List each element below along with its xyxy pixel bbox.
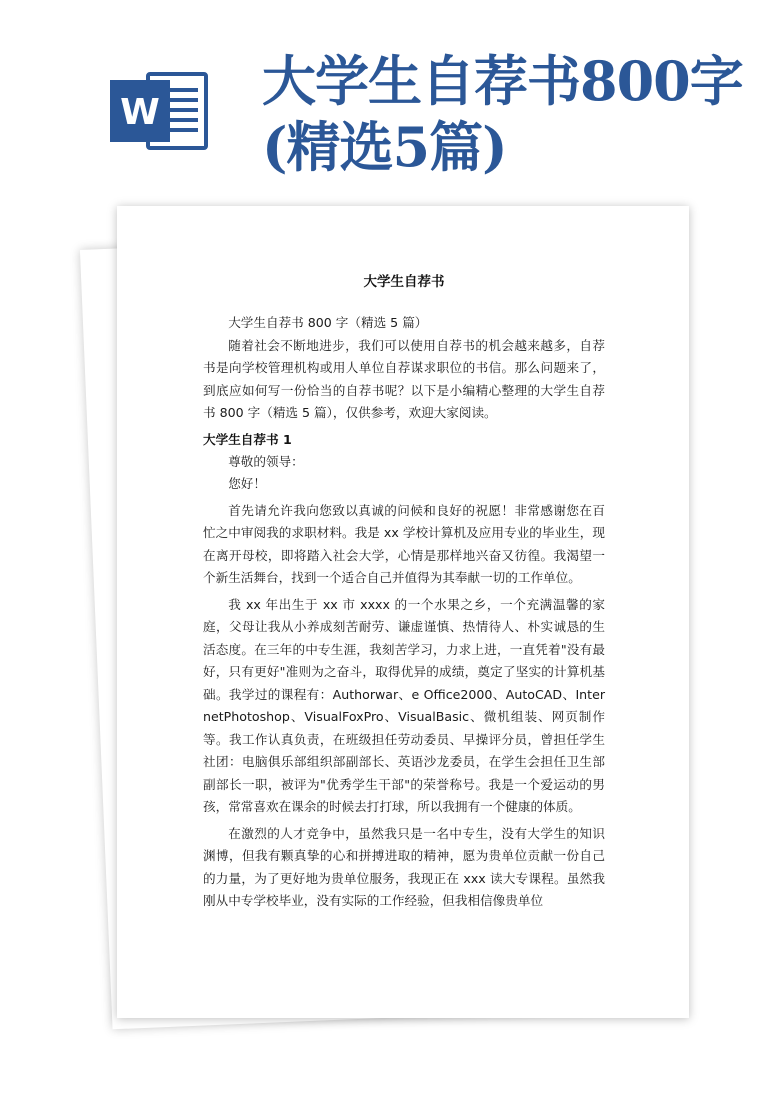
greeting: 您好！ — [228, 476, 266, 491]
word-document-icon — [110, 68, 210, 154]
document-subtitle: 大学生自荐书 800 字（精选 5 篇） — [228, 315, 428, 330]
body-paragraph-2: 我 xx 年出生于 xx 市 xxxx 的一个水果之乡，一个充满温馨的家庭，父母让我从小养成刻苦耐劳、谦虚谨慎、热情待人、朴实诚恳的生活态度。在三年的中专生涯，我刻苦学习，力求上进，一直凭着"没有最好，只有更好"准则为之奋斗，取得优异的成绩，奠定了坚实的计算机基础。我学过的课程有：Authorwar、e Office2000、AutoCAD、InternetPhotoshop、VisualFoxPro、VisualBasic、微机组装、网页制作等。我工作认真负责，在班级担任劳动委员、早操评分员，曾担任学生社团：电脑俱乐部组织部副部长、英语沙龙委员，在学生会担任卫生部副部长一职，被评为"优秀学生干部"的荣誉称号。我是一个爱运动的男孩，常常喜欢在课余的时候去打打球，所以我拥有一个健康的体质。 — [203, 596, 605, 814]
body-paragraph-3: 在激烈的人才竞争中，虽然我只是一名中专生，没有大学生的知识渊博，但我有颗真挚的心和拼搏进取的精神，愿为贵单位贡献一份自己的力量，为了更好地为贵单位服务，我现正在 xxx 读大专课程。虽然我刚从中专学校毕业，没有实际的工作经验，但我相信像贵单位 — [203, 825, 605, 908]
document-page — [117, 206, 689, 1018]
salutation: 尊敬的领导： — [228, 453, 304, 469]
body-paragraph-1: 首先请允许我向您致以真诚的问候和良好的祝愿！非常感谢您在百忙之中审阅我的求职材料。我是 xx 学校计算机及应用专业的毕业生，现在离开母校，即将踏入社会大学，心情是那样地兴奋又彷徨。我渴望一个新生活舞台，找到一个适合自己并值得为其奉献一切的工作单位。 — [203, 502, 605, 585]
section-heading: 大学生自荐书 1 — [203, 431, 292, 447]
intro-paragraph: 随着社会不断地进步，我们可以使用自荐书的机会越来越多，自荐书是向学校管理机构或用人单位自荐谋求职位的书信。那么问题来了，到底应如何写一份恰当的自荐书呢？以下是小编精心整理的大学生自荐书 800 字（精选 5 篇），仅供参考，欢迎大家阅读。 — [203, 337, 605, 420]
document-title: 大学生自荐书 — [363, 274, 445, 290]
word-icon-letter: W — [120, 92, 160, 133]
page-title: 大学生自荐书800字(精选5篇) — [262, 49, 743, 179]
